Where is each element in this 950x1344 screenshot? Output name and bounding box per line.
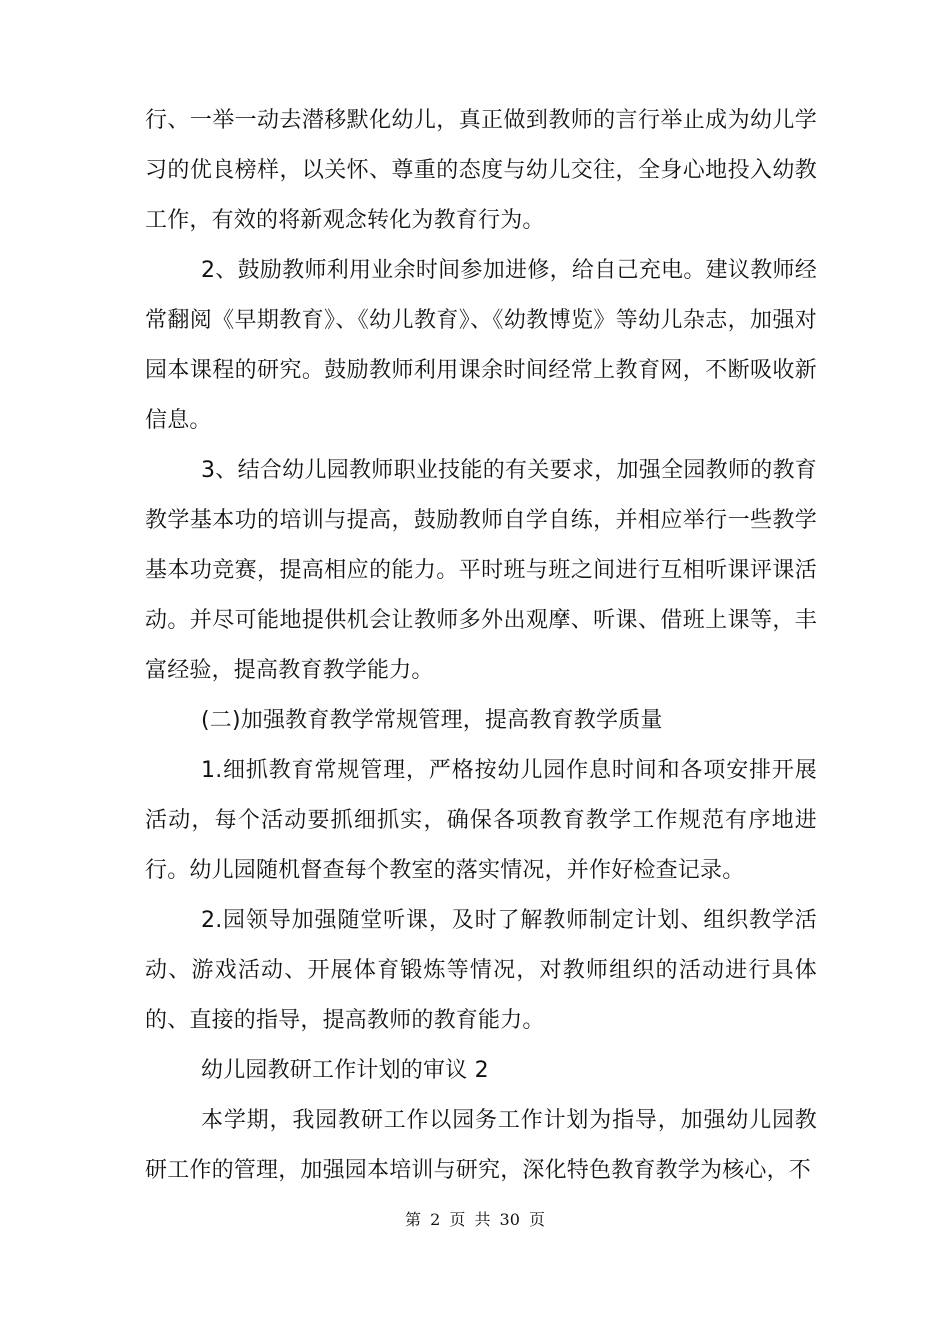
paragraph-item-3: 3、结合幼儿园教师职业技能的有关要求，加强全园教师的教育教学基本功的培训与提高，鼓励教师自学自练，并相应举行一些教学基本功竞赛，提高相应的能力。平时班与班之间进行互相听课评课活动。并尽可能地提供机会让教师多外出观摩、听课、借班上课等，丰富经验，提高教育教学能力。 (145, 458, 817, 683)
paragraph-subitem-1: 1.细抓教育常规管理，严格按幼儿园作息时间和各项安排开展活动，每个活动要抓细抓实，确保各项教育教学工作规范有序地进行。幼儿园随机督查每个教室的落实情况，并作好检查记录。 (145, 758, 817, 883)
document-body (145, 96, 817, 1196)
page-footer: 第 2 页 共 30 页 (405, 1210, 545, 1229)
paragraph-continued: 行、一举一动去潜移默化幼儿，真正做到教师的言行举止成为幼儿学习的优良榜样，以关怀、尊重的态度与幼儿交往，全身心地投入幼教工作，有效的将新观念转化为教育行为。 (145, 108, 817, 233)
paragraph-intro: 本学期，我园教研工作以园务工作计划为指导，加强幼儿园教研工作的管理，加强园本培训与研究，深化特色教育教学为核心，不 (145, 1108, 817, 1183)
paragraph-subitem-2: 2.园领导加强随堂听课，及时了解教师制定计划、组织教学活动、游戏活动、开展体育锻炼等情况，对教师组织的活动进行具体的、直接的指导，提高教师的教育能力。 (145, 908, 817, 1033)
paragraph-item-2: 2、鼓励教师利用业余时间参加进修，给自己充电。建议教师经常翻阅《早期教育》、《幼儿教育》、《幼教博览》等幼儿杂志，加强对园本课程的研究。鼓励教师利用课余时间经常上教育网，不断吸收新信息。 (145, 258, 817, 433)
section-heading: (二)加强教育教学常规管理，提高教育教学质量 (201, 708, 663, 733)
article-title: 幼儿园教研工作计划的审议 2 (201, 1058, 489, 1083)
